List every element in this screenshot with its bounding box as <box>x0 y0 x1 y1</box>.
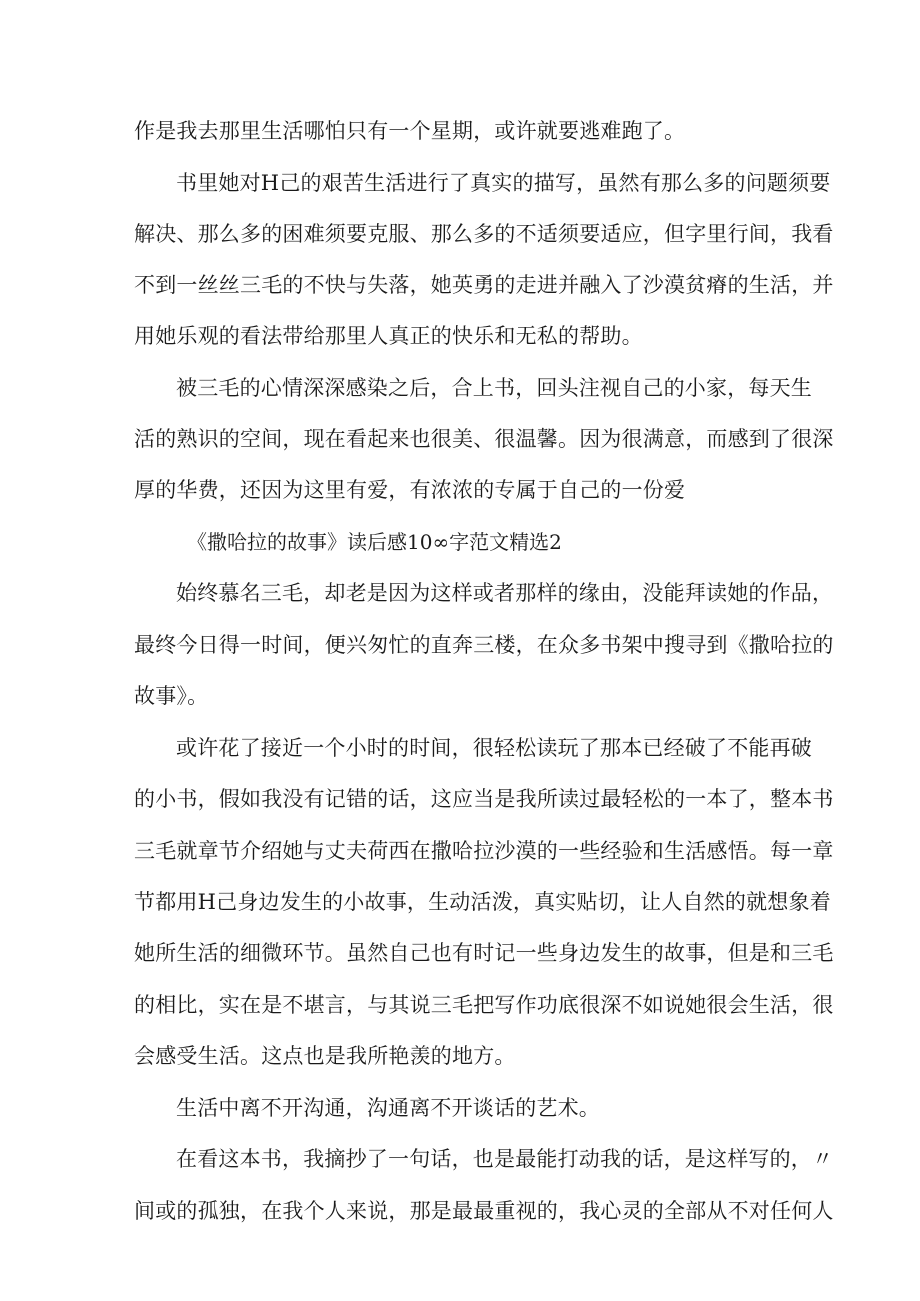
text-line: 最终今日得一时间，便兴匆忙的直奔三楼，在众多书架中搜寻到《撒哈拉的 <box>134 633 834 657</box>
text-line: 厚的华费，还因为这里有爱，有浓浓的专属于自己的一份爱 <box>134 478 686 502</box>
text-line: 用她乐观的看法带给那里人真正的快乐和无私的帮助。 <box>134 324 643 348</box>
text-line: 不到一丝丝三毛的不快与失落，她英勇的走进并融入了沙漠贫瘠的生活，并 <box>134 273 834 297</box>
text-line: 会感受生活。这点也是我所艳羡的地方。 <box>134 1044 516 1068</box>
text-line: 故事》。 <box>134 684 209 708</box>
text-line: 的相比，实在是不堪言，与其说三毛把写作功底很深不如说她很会生活，很 <box>134 993 834 1017</box>
text-line: 作是我去那里生活哪怕只有一个星期，或许就要逃难跑了。 <box>134 119 686 143</box>
text-line: 被三毛的心情深深感染之后，合上书，回头注视自己的小家，每天生 <box>176 376 812 400</box>
text-line: 生活中离不开沟通，沟通离不开谈话的艺术。 <box>176 1096 600 1120</box>
text-line: 活的熟识的空间，现在看起来也很美、很温馨。因为很满意，而感到了很深 <box>134 427 834 451</box>
text-line: 解决、那么多的困难须要克服、那么多的不适须要适应，但字里行间，我看 <box>134 222 834 246</box>
section-heading: 《撒哈拉的故事》读后感10∞字范文精选2 <box>187 530 562 554</box>
text-line: 书里她对H己的艰苦生活进行了真实的描写，虽然有那么多的问题须要 <box>176 171 831 195</box>
text-line: 始终慕名三毛，却老是因为这样或者那样的缘由，没能拜读她的作品， <box>176 581 834 605</box>
text-line: 她所生活的细微环节。虽然自己也有时记一些身边发生的故事，但是和三毛 <box>134 941 834 965</box>
text-line: 在看这本书，我摘抄了一句话，也是最能打动我的话，是这样写的，〃 <box>176 1147 834 1171</box>
text-line: 的小书，假如我没有记错的话，这应当是我所读过最轻松的一本了，整本书 <box>134 787 834 811</box>
text-line: 三毛就章节介绍她与丈夫荷西在撒哈拉沙漠的一些经验和生活感悟。每一章 <box>134 839 834 863</box>
text-line: 间或的孤独，在我个人来说，那是最最重视的，我心灵的全部从不对任何人 <box>134 1199 834 1223</box>
text-line: 或许花了接近一个小时的时间，很轻松读玩了那本已经破了不能再破 <box>176 736 812 760</box>
text-line: 节都用H己身边发生的小故事，生动活泼，真实贴切，让人自然的就想象着 <box>134 890 831 914</box>
